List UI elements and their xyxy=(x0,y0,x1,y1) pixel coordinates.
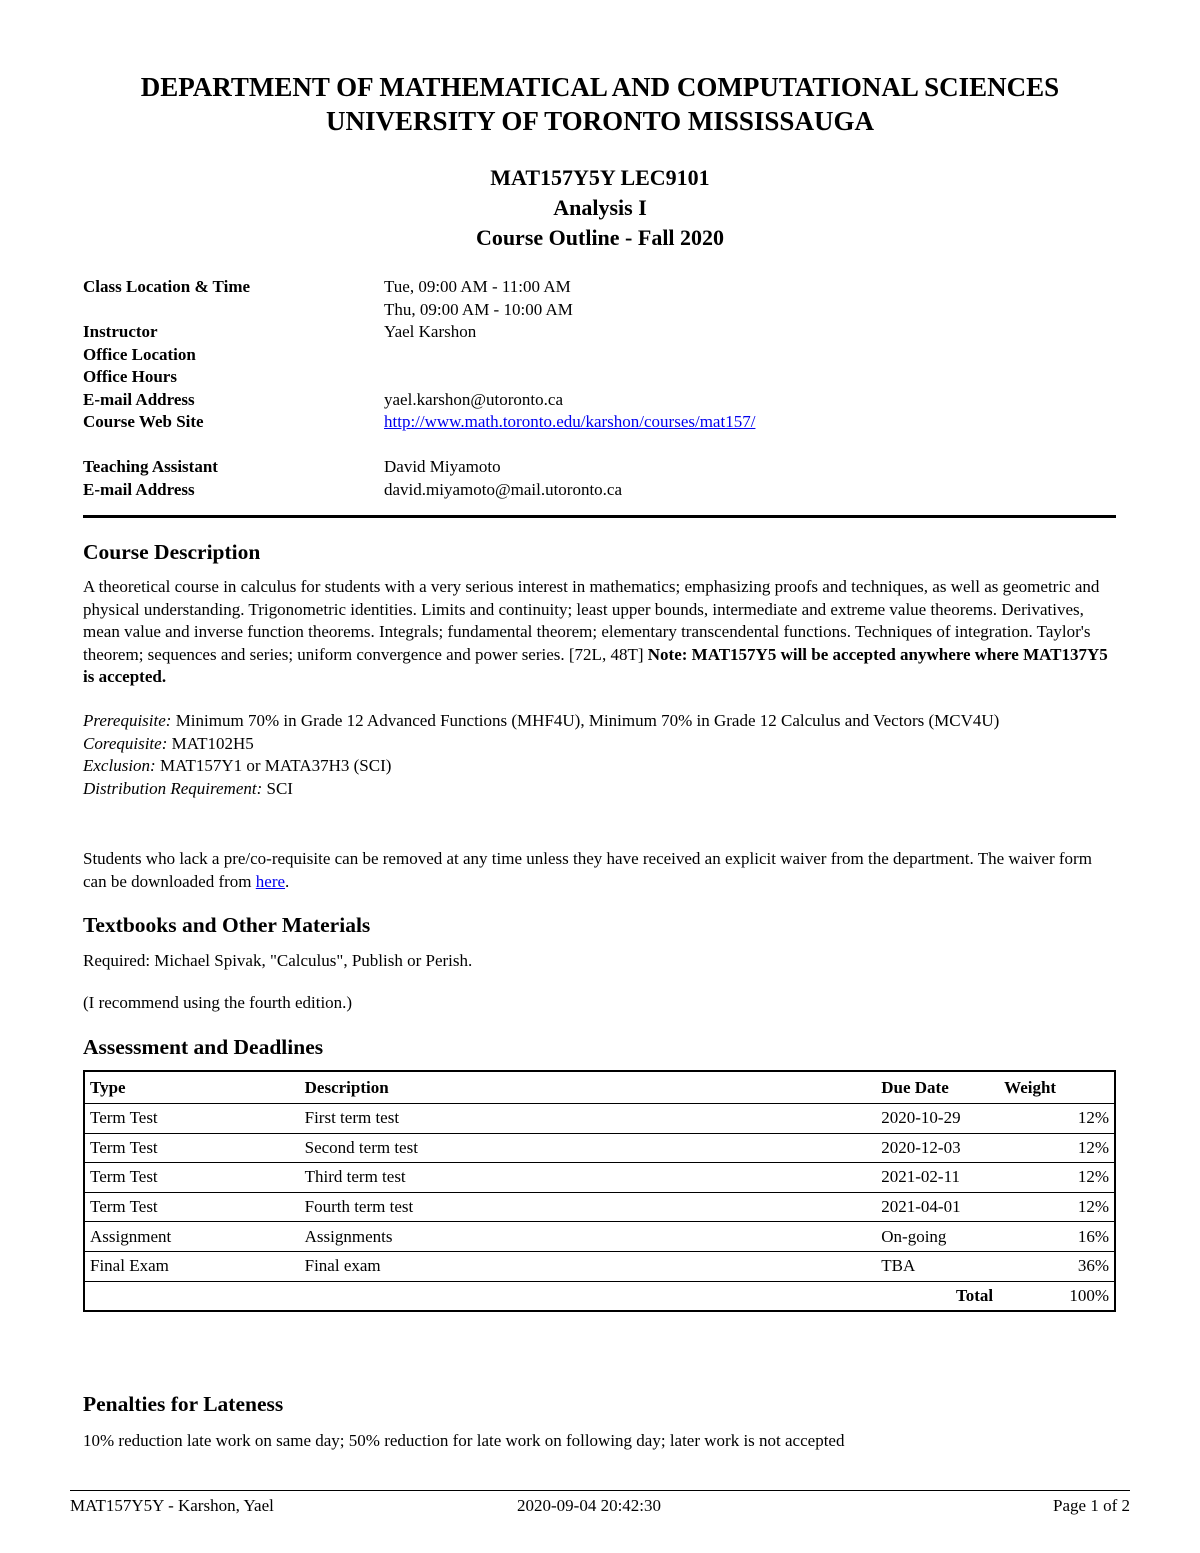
cell-type: Term Test xyxy=(84,1133,300,1163)
waiver-form-link[interactable]: here xyxy=(255,871,286,891)
course-name: Analysis I xyxy=(553,195,647,220)
course-heading xyxy=(0,163,1200,253)
section-divider xyxy=(83,515,1116,518)
course-description-heading: Course Description xyxy=(83,540,261,564)
waiver-period: . xyxy=(285,871,290,891)
prereq-label: Prerequisite: xyxy=(83,711,172,730)
class-time-2: Thu, 09:00 AM - 10:00 AM xyxy=(384,299,573,319)
textbooks-heading: Textbooks and Other Materials xyxy=(83,913,371,937)
table-row xyxy=(84,1133,1115,1163)
ta-name: David Miyamoto xyxy=(384,457,501,476)
distribution-label: Distribution Requirement: xyxy=(83,778,263,798)
department-title: DEPARTMENT OF MATHEMATICAL AND COMPUTATIONAL SCIENCES xyxy=(140,72,1060,102)
column-header: Weight xyxy=(998,1071,1115,1104)
coreq-text: MAT102H5 xyxy=(171,733,254,753)
instructor-name: Yael Karshon xyxy=(384,322,477,341)
penalties-heading: Penalties for Lateness xyxy=(83,1392,284,1416)
table-row xyxy=(84,1192,1115,1222)
course-description-text xyxy=(83,576,1119,689)
assessment-table xyxy=(83,1070,1116,1312)
assessment-heading: Assessment and Deadlines xyxy=(83,1035,324,1059)
cell-description: First term test xyxy=(300,1104,877,1134)
cell-due-date: 2020-10-29 xyxy=(876,1104,998,1134)
cell-weight: 12% xyxy=(998,1163,1115,1193)
office-hours-label: Office Hours xyxy=(83,367,177,386)
cell-due-date: 2021-04-01 xyxy=(876,1192,998,1222)
cell-type: Term Test xyxy=(84,1163,300,1193)
ta-label: Teaching Assistant xyxy=(83,457,218,476)
waiver-text xyxy=(83,848,1119,893)
column-header: Description xyxy=(300,1071,877,1104)
cell-description: Second term test xyxy=(300,1133,877,1163)
footer-timestamp: 2020-09-04 20:42:30 xyxy=(517,1496,662,1515)
waiver-body: Students who lack a pre/co-requisite can be removed at any time unless they have received an explicit waiver from the department. The waiver form can be downloaded from xyxy=(83,849,1092,891)
cell-due-date: 2021-02-11 xyxy=(876,1163,998,1193)
course-outline-title: Course Outline - Fall 2020 xyxy=(475,225,725,250)
footer-divider xyxy=(70,1490,1130,1491)
total-label: Total xyxy=(84,1281,998,1311)
footer-course-instructor: MAT157Y5Y - Karshon, Yael xyxy=(70,1496,274,1515)
ta-email-label: E-mail Address xyxy=(83,479,195,499)
coreq-label: Corequisite: xyxy=(83,733,168,753)
penalties-text: 10% reduction late work on same day; 50% reduction for late work on following day; later work is not accepted xyxy=(83,1431,845,1450)
cell-due-date: 2020-12-03 xyxy=(876,1133,998,1163)
prereq-text: Minimum 70% in Grade 12 Advanced Functions (MHF4U), Minimum 70% in Grade 12 Calculus and Vectors (MCV4U) xyxy=(175,711,1000,730)
exclusion-label: Exclusion: xyxy=(83,756,156,776)
website-label: Course Web Site xyxy=(83,412,204,431)
cell-due-date: On-going xyxy=(876,1222,998,1252)
table-row xyxy=(84,1222,1115,1252)
table-total-row xyxy=(84,1281,1115,1311)
textbook-recommendation: (I recommend using the fourth edition.) xyxy=(83,993,353,1012)
column-header: Type xyxy=(84,1071,300,1104)
class-time-1: Tue, 09:00 AM - 11:00 AM xyxy=(384,277,571,296)
exclusion-text: MAT157Y1 or MATA37H3 (SCI) xyxy=(159,756,392,776)
cell-due-date: TBA xyxy=(876,1251,998,1281)
cell-weight: 16% xyxy=(998,1222,1115,1252)
cell-description: Assignments xyxy=(300,1222,877,1252)
cell-type: Term Test xyxy=(84,1104,300,1134)
ta-email: david.miyamoto@mail.utoronto.ca xyxy=(384,479,623,499)
column-header: Due Date xyxy=(876,1071,998,1104)
instructor-email: yael.karshon@utoronto.ca xyxy=(384,389,563,409)
office-location-label: Office Location xyxy=(83,344,196,364)
cell-type: Assignment xyxy=(84,1222,300,1252)
table-row xyxy=(84,1163,1115,1193)
course-website-link[interactable]: http://www.math.toronto.edu/karshon/courses/mat157/ xyxy=(384,412,756,431)
cell-weight: 12% xyxy=(998,1104,1115,1134)
distribution-text: SCI xyxy=(266,778,293,798)
instructor-label: Instructor xyxy=(83,322,158,341)
cell-weight: 36% xyxy=(998,1251,1115,1281)
email-label: E-mail Address xyxy=(83,389,195,409)
cell-description: Final exam xyxy=(300,1251,877,1281)
cell-weight: 12% xyxy=(998,1192,1115,1222)
university-title: UNIVERSITY OF TORONTO MISSISSAUGA xyxy=(326,106,874,136)
description-body: A theoretical course in calculus for students with a very serious interest in mathematics; emphasizing proofs and techniques, as well as geometric and physical understanding. Trigonometric identities. Limits and continuity; least upper bounds, intermediate and extreme value theorems. Derivatives, mean value and inverse function theorems. Integrals; fundamental theorem; elementary transcendental functions. Techniques of integration. Taylor's theorem; sequences and series; uniform convergence and power series. [72L, 48T] xyxy=(83,577,1100,664)
course-code: MAT157Y5Y LEC9101 xyxy=(490,165,710,190)
footer-page-number: Page 1 of 2 xyxy=(1053,1496,1130,1515)
requisites-block xyxy=(83,710,1119,800)
total-value: 100% xyxy=(998,1281,1115,1311)
cell-type: Final Exam xyxy=(84,1251,300,1281)
description-note: Note: MAT157Y5 will be accepted anywhere where MAT137Y5 is accepted. xyxy=(83,644,1108,687)
cell-type: Term Test xyxy=(84,1192,300,1222)
cell-description: Fourth term test xyxy=(300,1192,877,1222)
table-row xyxy=(84,1251,1115,1281)
document-header xyxy=(0,70,1200,138)
table-header-row xyxy=(84,1071,1115,1104)
cell-description: Third term test xyxy=(300,1163,877,1193)
cell-weight: 12% xyxy=(998,1133,1115,1163)
class-location-label: Class Location & Time xyxy=(83,277,251,296)
textbook-required: Required: Michael Spivak, "Calculus", Publish or Perish. xyxy=(83,951,473,970)
table-row xyxy=(84,1104,1115,1134)
